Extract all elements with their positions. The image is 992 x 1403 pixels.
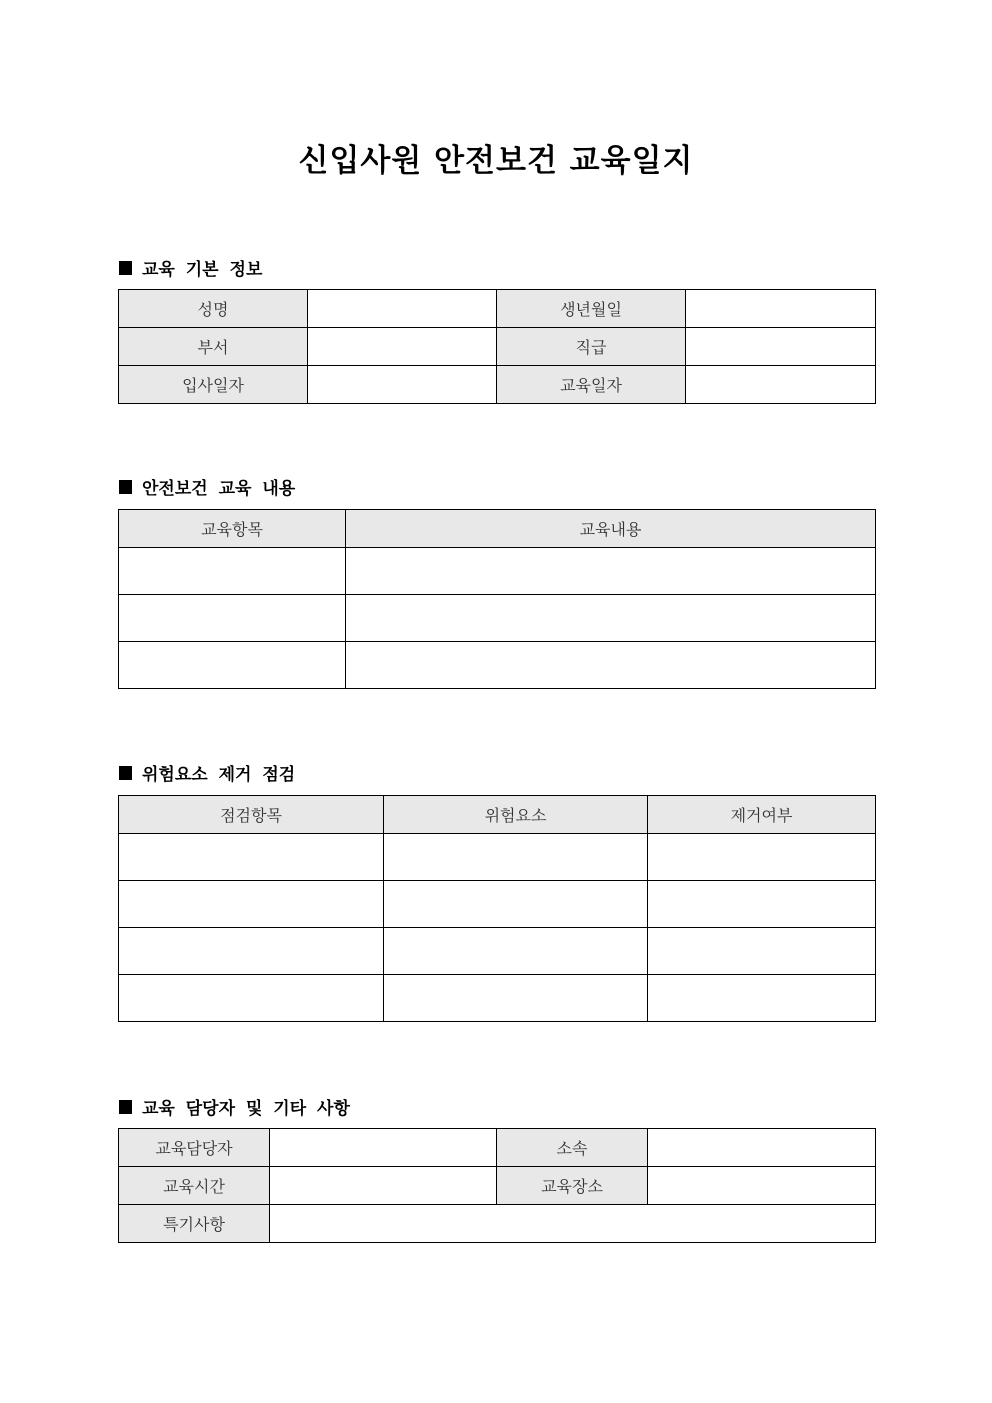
education-item-cell[interactable] — [119, 548, 346, 595]
birthdate-field[interactable] — [686, 290, 876, 328]
column-header-hazard: 위험요소 — [384, 796, 648, 834]
label-duration: 교육시간 — [119, 1167, 270, 1205]
section-heading-basic-info: 교육 기본 정보 — [119, 255, 262, 280]
table-row — [119, 881, 876, 928]
hazard-cell[interactable] — [384, 834, 648, 881]
table-row — [119, 1129, 876, 1167]
location-field[interactable] — [648, 1167, 876, 1205]
hazard-cell[interactable] — [384, 881, 648, 928]
duration-field[interactable] — [270, 1167, 497, 1205]
education-content-cell[interactable] — [346, 642, 876, 689]
table-row — [119, 928, 876, 975]
remarks-field[interactable] — [270, 1205, 876, 1243]
hazard-cell[interactable] — [384, 928, 648, 975]
column-header-content: 교육내용 — [346, 510, 876, 548]
label-birthdate: 생년월일 — [497, 290, 686, 328]
affiliation-field[interactable] — [648, 1129, 876, 1167]
hazard-cell[interactable] — [384, 975, 648, 1022]
education-content-cell[interactable] — [346, 595, 876, 642]
label-name: 성명 — [119, 290, 308, 328]
square-bullet-icon — [119, 766, 132, 780]
education-content-cell[interactable] — [346, 548, 876, 595]
column-header-removed: 제거여부 — [648, 796, 876, 834]
education-content-table — [118, 509, 876, 689]
label-remarks: 특기사항 — [119, 1205, 270, 1243]
check-item-cell[interactable] — [119, 975, 384, 1022]
removed-cell[interactable] — [648, 881, 876, 928]
table-row — [119, 834, 876, 881]
name-field[interactable] — [308, 290, 497, 328]
square-bullet-icon — [119, 480, 132, 494]
table-header-row — [119, 796, 876, 834]
instructor-table — [118, 1128, 876, 1243]
document-title: 신입사원 안전보건 교육일지 — [298, 143, 694, 179]
removed-cell[interactable] — [648, 834, 876, 881]
removed-cell[interactable] — [648, 928, 876, 975]
table-row — [119, 366, 876, 404]
table-row — [119, 328, 876, 366]
table-header-row — [119, 510, 876, 548]
removed-cell[interactable] — [648, 975, 876, 1022]
education-date-field[interactable] — [686, 366, 876, 404]
square-bullet-icon — [119, 261, 132, 275]
department-field[interactable] — [308, 328, 497, 366]
label-instructor: 교육담당자 — [119, 1129, 270, 1167]
label-location: 교육장소 — [497, 1167, 648, 1205]
label-position: 직급 — [497, 328, 686, 366]
label-affiliation: 소속 — [497, 1129, 648, 1167]
section-heading-instructor: 교육 담당자 및 기타 사항 — [119, 1094, 350, 1119]
check-item-cell[interactable] — [119, 881, 384, 928]
column-header-item: 교육항목 — [119, 510, 346, 548]
table-row — [119, 1205, 876, 1243]
label-education-date: 교육일자 — [497, 366, 686, 404]
section-heading-hazard-check: 위험요소 제거 점검 — [119, 760, 295, 785]
position-field[interactable] — [686, 328, 876, 366]
basic-info-table — [118, 289, 876, 404]
education-item-cell[interactable] — [119, 595, 346, 642]
table-row — [119, 595, 876, 642]
label-department: 부서 — [119, 328, 308, 366]
education-item-cell[interactable] — [119, 642, 346, 689]
hire-date-field[interactable] — [308, 366, 497, 404]
label-hire-date: 입사일자 — [119, 366, 308, 404]
table-row — [119, 290, 876, 328]
check-item-cell[interactable] — [119, 928, 384, 975]
column-header-check-item: 점검항목 — [119, 796, 384, 834]
table-row — [119, 548, 876, 595]
section-heading-education-content: 안전보건 교육 내용 — [119, 474, 295, 499]
check-item-cell[interactable] — [119, 834, 384, 881]
square-bullet-icon — [119, 1100, 132, 1114]
table-row — [119, 1167, 876, 1205]
table-row — [119, 975, 876, 1022]
hazard-check-table — [118, 795, 876, 1022]
instructor-field[interactable] — [270, 1129, 497, 1167]
table-row — [119, 642, 876, 689]
